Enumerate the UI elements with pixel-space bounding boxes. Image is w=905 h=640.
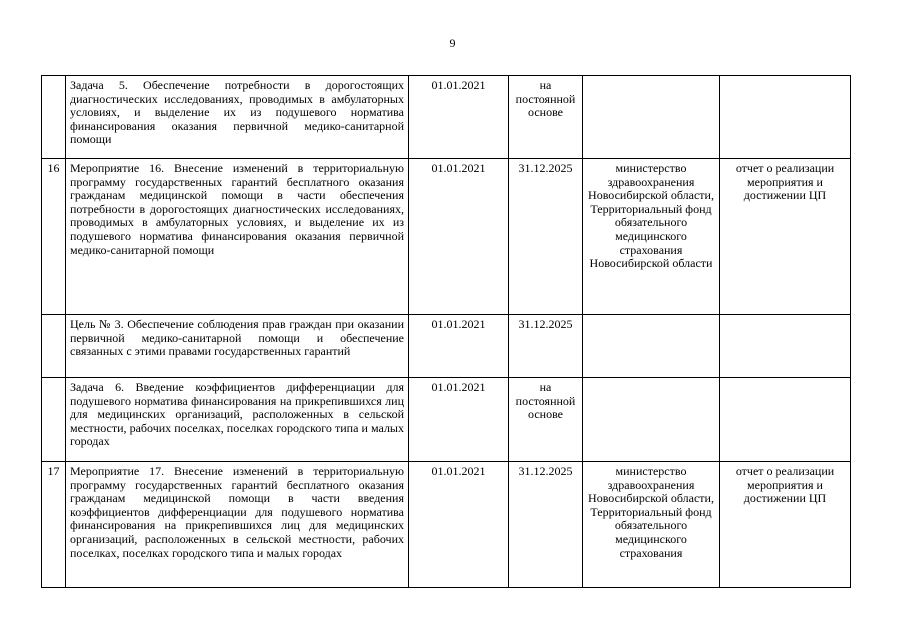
row-description: Задача 5. Обеспечение потребности в дорогостоящих диагностических исследованиях, проводимых в амбулаторных условиях, и выделение их из подушевого норматива финансирования оказания первичной медико-санитарной помощи (66, 76, 409, 159)
row-start-date: 01.01.2021 (409, 378, 509, 462)
row-result (720, 76, 851, 159)
row-end-date: на постоянной основе (509, 76, 583, 159)
row-result: отчет о реализации мероприятия и достижении ЦП (720, 462, 851, 588)
row-end-date: 31.12.2025 (509, 315, 583, 378)
table-row (42, 315, 851, 378)
row-number: 17 (42, 462, 66, 588)
row-description: Мероприятие 17. Внесение изменений в территориальную программу государственных гарантий бесплатного оказания гражданам медицинской помощи в части введения коэффициентов дифференциации для подушевого норматива финансирования на прикрепившихся лиц для медицинских организаций, расположенных в сельской местности, рабочих поселках, поселках городского типа и малых городах (66, 462, 409, 588)
table-row (42, 159, 851, 315)
row-number (42, 76, 66, 159)
row-number (42, 315, 66, 378)
row-end-date: 31.12.2025 (509, 462, 583, 588)
row-number (42, 378, 66, 462)
row-end-date: на постоянной основе (509, 378, 583, 462)
row-start-date: 01.01.2021 (409, 76, 509, 159)
table-row (42, 378, 851, 462)
row-description: Цель № 3. Обеспечение соблюдения прав граждан при оказании первичной медико-санитарной помощи и обеспечение связанных с этими правами государственных гарантий (66, 315, 409, 378)
row-number: 16 (42, 159, 66, 315)
row-executor (583, 315, 720, 378)
row-executor (583, 378, 720, 462)
row-description: Задача 6. Введение коэффициентов дифференциации для подушевого норматива финансирования на прикрепившихся лиц для медицинских организаций, расположенных в сельской местности, рабочих поселках, поселках городского типа и малых городах (66, 378, 409, 462)
row-result: отчет о реализации мероприятия и достижении ЦП (720, 159, 851, 315)
row-end-date: 31.12.2025 (509, 159, 583, 315)
page-number: 9 (449, 36, 456, 50)
row-executor: министерство здравоохранения Новосибирской области, Территориальный фонд обязательного медицинского страхования (583, 462, 720, 588)
row-result (720, 315, 851, 378)
row-description: Мероприятие 16. Внесение изменений в территориальную программу государственных гарантий бесплатного оказания гражданам медицинской помощи в части обеспечения потребности в дорогостоящих диагностических исследованиях, проводимых в амбулаторных условиях, и выделение их из подушевого норматива финансирования оказания первичной медико-санитарной помощи (66, 159, 409, 315)
row-start-date: 01.01.2021 (409, 315, 509, 378)
row-start-date: 01.01.2021 (409, 159, 509, 315)
row-start-date: 01.01.2021 (409, 462, 509, 588)
activities-table (41, 75, 851, 588)
row-result (720, 378, 851, 462)
table-row (42, 462, 851, 588)
table-row (42, 76, 851, 159)
row-executor: министерство здравоохранения Новосибирской области, Территориальный фонд обязательного медицинского страхования Новосибирской области (583, 159, 720, 315)
row-executor (583, 76, 720, 159)
